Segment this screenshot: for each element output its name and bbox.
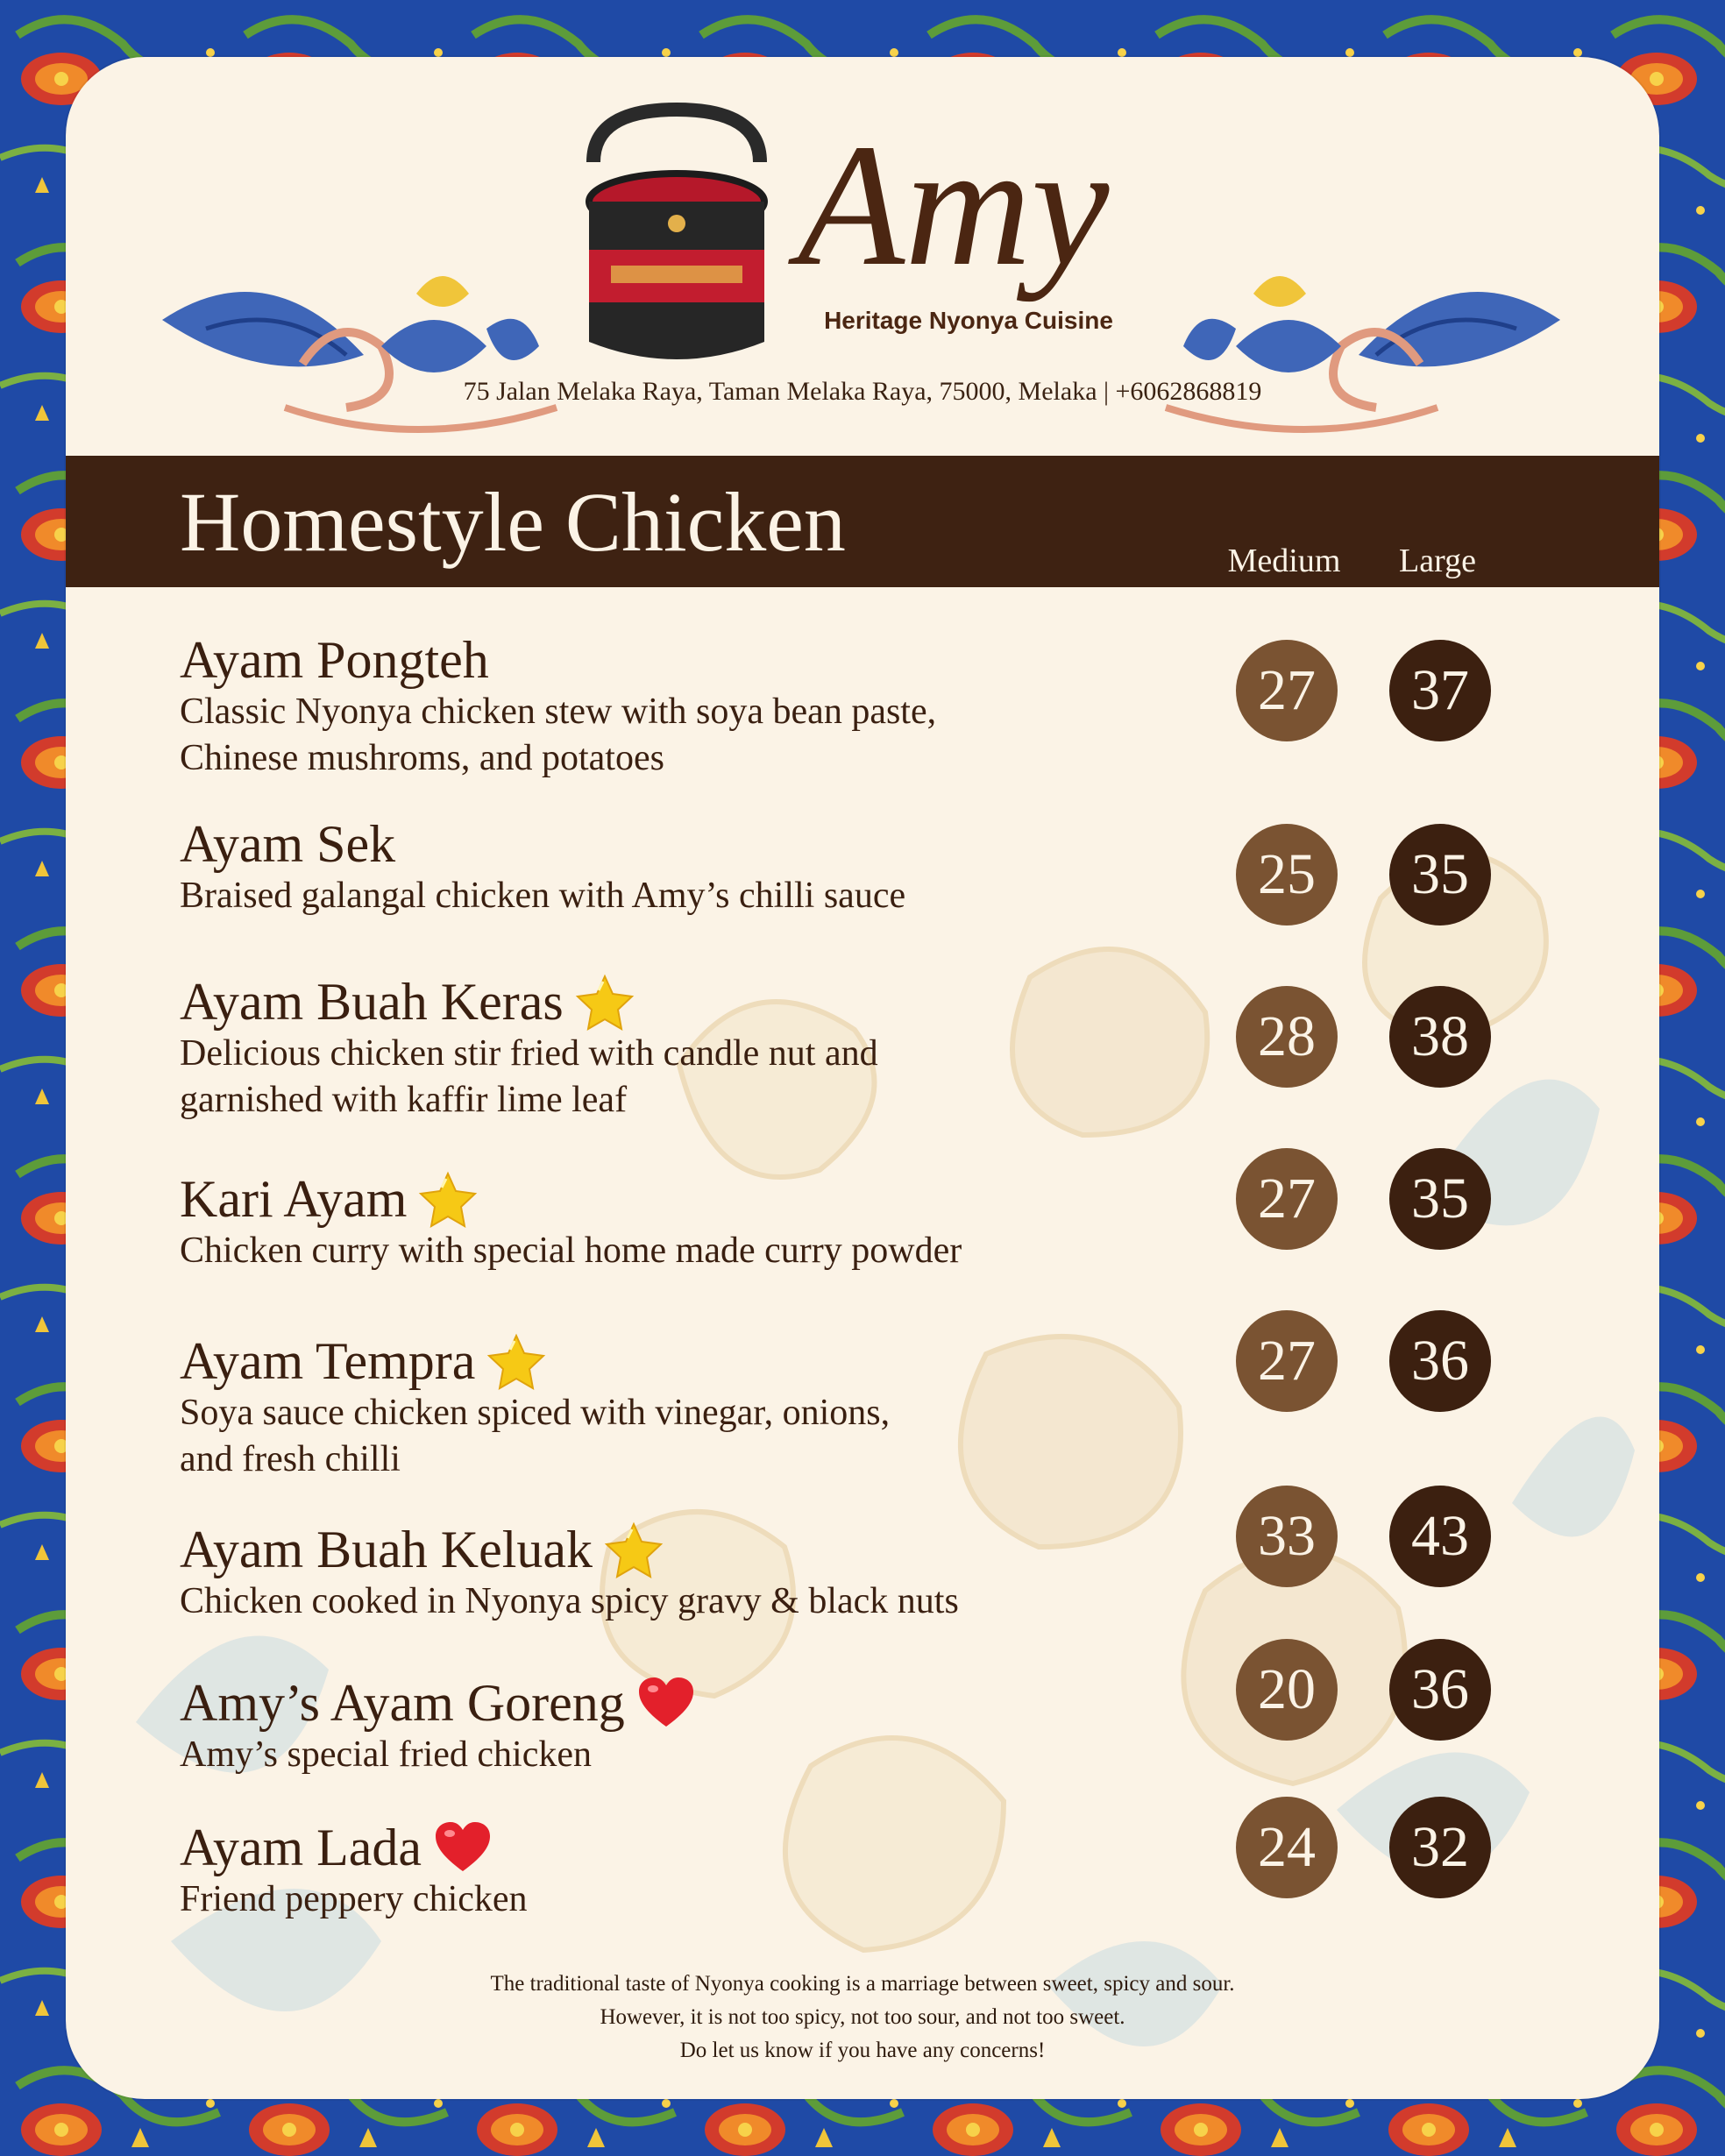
menu-item-title: Ayam Buah Keras bbox=[180, 973, 564, 1031]
brand-tagline: Heritage Nyonya Cuisine bbox=[824, 307, 1113, 334]
menu-item bbox=[180, 815, 1582, 919]
price-large: 43 bbox=[1389, 1486, 1491, 1587]
price-large: 36 bbox=[1389, 1310, 1491, 1412]
menu-item bbox=[180, 1674, 1582, 1778]
menu-item-description: Chicken cooked in Nyonya spicy gravy & black nuts bbox=[180, 1581, 959, 1621]
footer-line: Do let us know if you have any concerns! bbox=[679, 2039, 1046, 2062]
price-medium: 27 bbox=[1236, 1310, 1338, 1412]
menu-item-title: Ayam Pongteh bbox=[180, 631, 489, 689]
price-large: 35 bbox=[1389, 1148, 1491, 1250]
menu-item-description: Classic Nyonya chicken stew with soya bean paste, Chinese mushroms, and potatoes bbox=[180, 691, 937, 778]
menu-item-name bbox=[180, 1819, 1582, 1876]
star-icon bbox=[603, 1521, 664, 1578]
price-medium: 33 bbox=[1236, 1486, 1338, 1587]
address-phone: 75 Jalan Melaka Raya, Taman Melaka Raya, 75000, Melaka | +6062868819 bbox=[463, 377, 1262, 406]
menu-item-description: Braised galangal chicken with Amy’s chilli sauce bbox=[180, 876, 906, 916]
menu-item-description: Delicious chicken stir fried with candle nut and garnished with kaffir lime leaf bbox=[180, 1033, 878, 1120]
menu-item-description: Chicken curry with special home made curry powder bbox=[180, 1230, 962, 1271]
price-large: 32 bbox=[1389, 1797, 1491, 1898]
price-medium: 27 bbox=[1236, 640, 1338, 741]
menu-item-title: Ayam Buah Keluak bbox=[180, 1521, 593, 1578]
star-icon bbox=[486, 1332, 547, 1390]
footer-note bbox=[66, 1968, 1659, 2067]
menu-item-name bbox=[180, 815, 1582, 873]
menu-item-name bbox=[180, 1674, 1582, 1732]
menu-item bbox=[180, 631, 1582, 782]
star-icon bbox=[417, 1170, 479, 1228]
column-header-large: Large bbox=[1399, 543, 1476, 579]
menu-item-description: Soya sauce chicken spiced with vinegar, onions, and fresh chilli bbox=[180, 1393, 891, 1479]
menu-item-title: Ayam Tempra bbox=[180, 1332, 476, 1390]
menu-item bbox=[180, 1819, 1582, 1923]
price-medium: 20 bbox=[1236, 1639, 1338, 1741]
price-large: 36 bbox=[1389, 1639, 1491, 1741]
menu-items bbox=[66, 57, 1659, 2099]
section-title: Homestyle Chicken bbox=[180, 475, 846, 569]
menu-item-title: Ayam Sek bbox=[180, 815, 396, 873]
price-large: 35 bbox=[1389, 824, 1491, 926]
price-large: 38 bbox=[1389, 986, 1491, 1088]
menu-item-name bbox=[180, 631, 1582, 689]
menu-item-title: Kari Ayam bbox=[180, 1170, 408, 1228]
star-icon bbox=[574, 973, 635, 1031]
menu-item-name bbox=[180, 973, 1582, 1031]
brand-name: Amy bbox=[798, 109, 1110, 302]
price-medium: 28 bbox=[1236, 986, 1338, 1088]
menu-item bbox=[180, 1332, 1582, 1483]
menu-item-description: Amy’s special fried chicken bbox=[180, 1734, 592, 1775]
menu-item bbox=[180, 973, 1582, 1124]
price-large: 37 bbox=[1389, 640, 1491, 741]
column-header-medium: Medium bbox=[1227, 543, 1341, 579]
menu-item-name bbox=[180, 1170, 1582, 1228]
price-medium: 27 bbox=[1236, 1148, 1338, 1250]
footer-line: However, it is not too spicy, not too sour, and not too sweet. bbox=[600, 2005, 1125, 2029]
menu-item bbox=[180, 1521, 1582, 1625]
price-medium: 24 bbox=[1236, 1797, 1338, 1898]
footer-line: The traditional taste of Nyonya cooking is a marriage between sweet, spicy and sour. bbox=[490, 1972, 1235, 1996]
menu-item-description: Friend peppery chicken bbox=[180, 1879, 528, 1919]
menu-item-title: Amy’s Ayam Goreng bbox=[180, 1674, 625, 1732]
menu-card bbox=[66, 57, 1659, 2099]
menu-item-name bbox=[180, 1521, 1582, 1578]
heart-icon bbox=[432, 1819, 493, 1876]
menu-item-name bbox=[180, 1332, 1582, 1390]
heart-icon bbox=[635, 1674, 697, 1732]
price-medium: 25 bbox=[1236, 824, 1338, 926]
menu-item-title: Ayam Lada bbox=[180, 1819, 422, 1876]
menu-item bbox=[180, 1170, 1582, 1274]
